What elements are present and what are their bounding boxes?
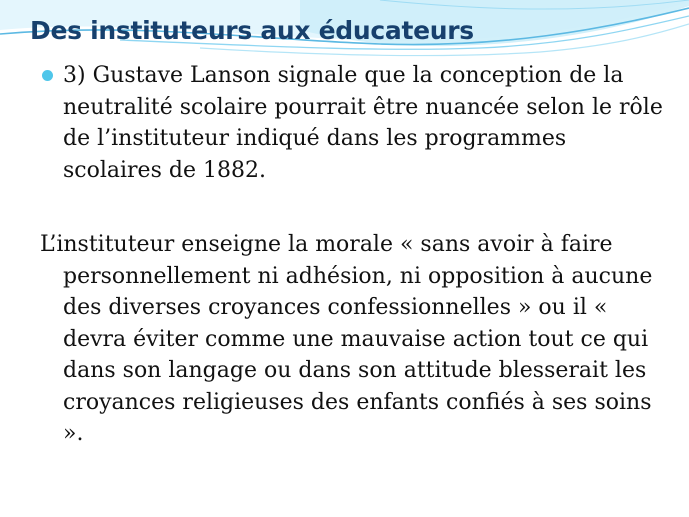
bullet-text: 3) Gustave Lanson signale que la conception de la neutralité scolaire pourrait être nuancée selon le rôle de l’instituteur indiqué dans les programmes scolaires de 1882. xyxy=(63,63,663,183)
slide-body xyxy=(40,60,670,450)
quote-paragraph: L’instituteur enseigne la morale « sans avoir à faire personnellement ni adhésion, ni opposition à aucune des diverses croyances confessionnelles » ou il « devra éviter comme une mauvaise action tout ce qui dans son langage ou dans son attitude blesserait les croyances religieuses des enfants confiés à ses soins ». xyxy=(40,232,653,446)
slide-title: Des instituteurs aux éducateurs xyxy=(30,16,474,45)
bullet-icon xyxy=(42,70,53,81)
bullet-paragraph xyxy=(40,60,670,186)
